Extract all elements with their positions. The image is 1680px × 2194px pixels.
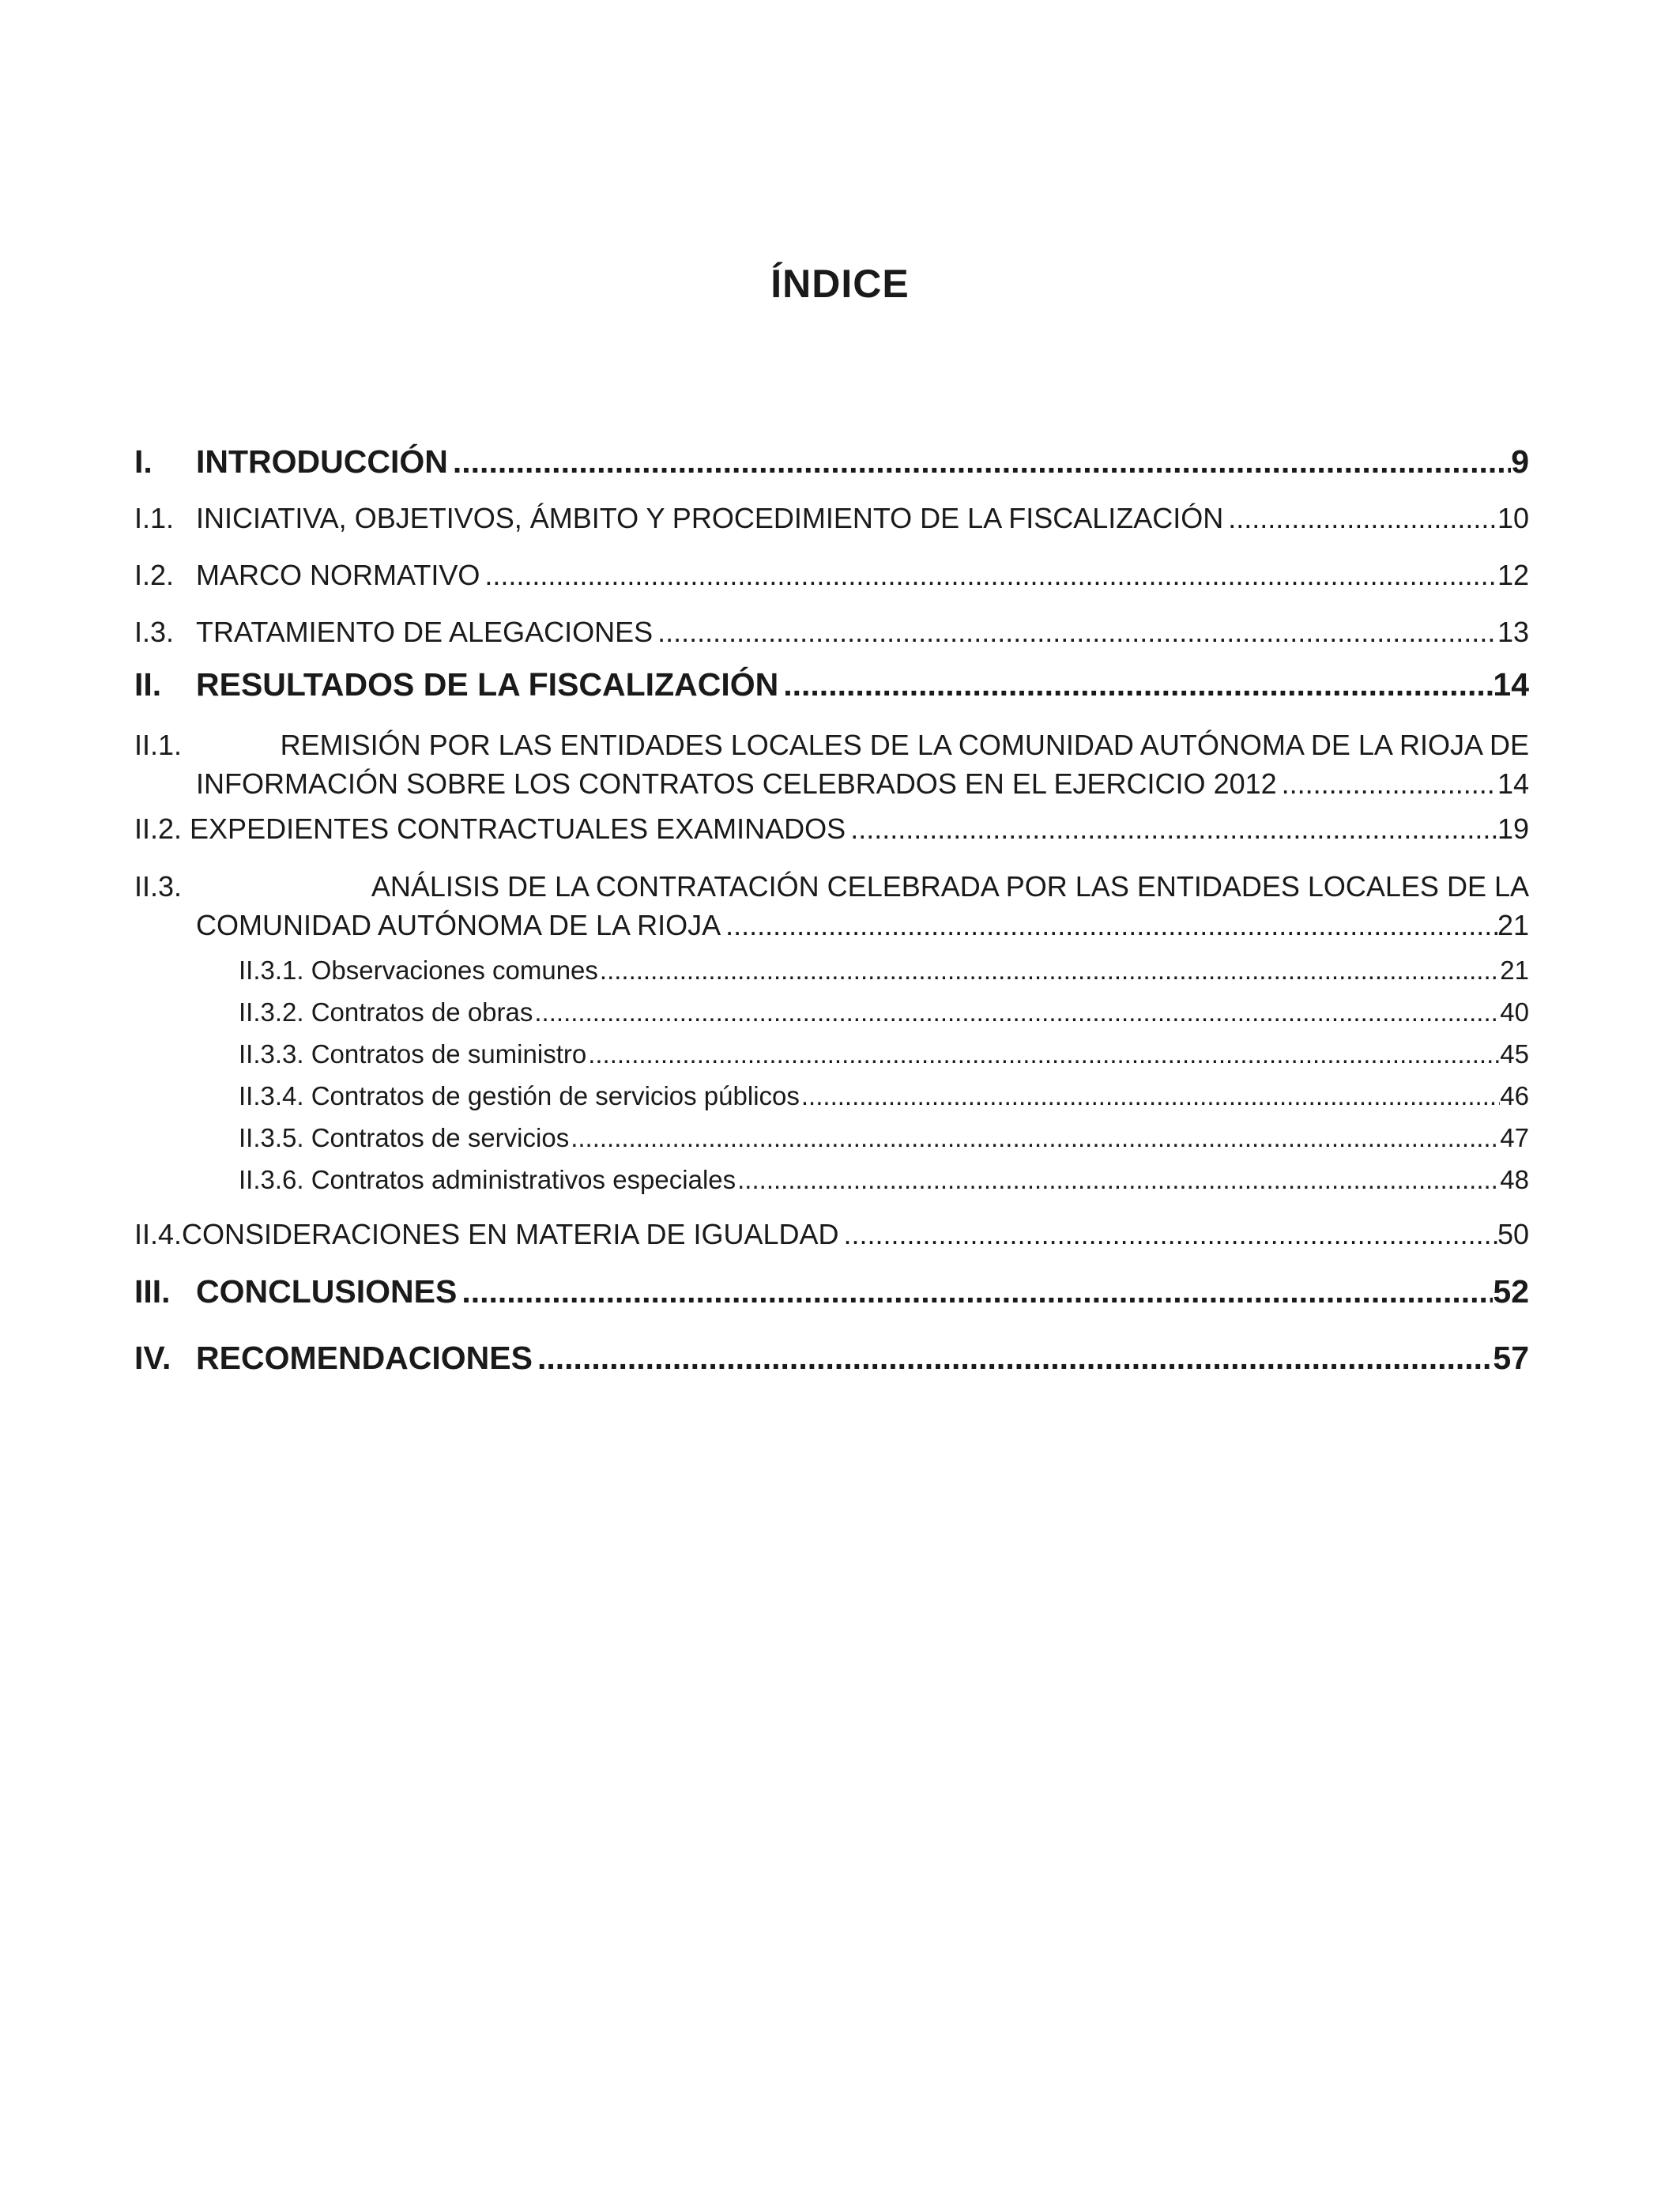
toc-entry-conclusiones[interactable]	[134, 1272, 1529, 1339]
toc-entry-igualdad[interactable]	[134, 1217, 1529, 1260]
toc-title: TRATAMIENTO DE ALEGACIONES	[196, 616, 654, 648]
dot-leader	[721, 908, 1497, 942]
toc-entry-suministro[interactable]	[134, 1039, 1529, 1080]
toc-page-number: 47	[1500, 1123, 1529, 1153]
toc-page-number: 19	[1497, 812, 1529, 846]
dot-leader	[448, 443, 1511, 481]
toc-number: I.3.	[134, 616, 175, 648]
dot-leader	[653, 615, 1497, 649]
dot-leader	[586, 1039, 1500, 1070]
toc-title: ANÁLISIS DE LA CONTRATACIÓN CELEBRADA POR LAS ENTIDADES LOCALES DE LA	[371, 870, 1529, 903]
toc-title: COMUNIDAD AUTÓNOMA DE LA RIOJA	[196, 909, 721, 942]
dot-leader	[778, 665, 1493, 704]
toc-title: INTRODUCCIÓN	[196, 443, 448, 480]
toc-entry-expedientes[interactable]	[134, 812, 1529, 854]
toc-title: REMISIÓN POR LAS ENTIDADES LOCALES DE LA COMUNIDAD AUTÓNOMA DE LA RIOJA DE	[280, 729, 1529, 761]
dot-leader	[457, 1272, 1493, 1311]
toc-number: II.2.	[134, 812, 183, 846]
toc-page-number: 13	[1497, 616, 1529, 648]
toc-title: II.3.4. Contratos de gestión de servicios públicos	[239, 1081, 800, 1111]
toc-number: III.	[134, 1273, 171, 1310]
toc-page-number: 12	[1497, 559, 1529, 591]
toc-entry-administrativos[interactable]	[134, 1164, 1529, 1206]
toc-entry-introduccion[interactable]	[134, 443, 1529, 490]
toc-number: I.	[134, 443, 153, 480]
toc-page-number: 9	[1511, 443, 1529, 480]
toc-entry-observaciones[interactable]	[134, 955, 1529, 997]
dot-leader	[800, 1080, 1500, 1112]
toc-number: IV.	[134, 1340, 171, 1377]
toc-entry-analisis[interactable]	[134, 865, 1529, 942]
toc-entry-recomendaciones[interactable]	[134, 1339, 1529, 1386]
toc-number: I.1.	[134, 502, 175, 534]
dot-leader	[480, 558, 1497, 592]
dot-leader	[846, 812, 1497, 846]
dot-leader	[1277, 767, 1497, 801]
toc-page-number: 14	[1497, 767, 1529, 800]
dot-leader	[839, 1217, 1497, 1251]
toc-title-line-2	[134, 767, 1529, 801]
toc-page-number: 46	[1500, 1081, 1529, 1111]
toc-title: II.3.1. Observaciones comunes	[239, 956, 598, 986]
toc-page-number: 50	[1497, 1218, 1529, 1251]
toc-entry-resultados[interactable]	[134, 665, 1529, 713]
toc-title: II.3.6. Contratos administrativos especiales	[239, 1165, 736, 1195]
toc-page-number: 21	[1500, 956, 1529, 986]
toc-page-number: 21	[1497, 909, 1529, 942]
toc-title: II.3.2. Contratos de obras	[239, 997, 533, 1027]
toc-page-number: 45	[1500, 1039, 1529, 1069]
dot-leader	[1223, 501, 1497, 535]
toc-subsection-list	[134, 955, 1529, 1206]
toc-title: INICIATIVA, OBJETIVOS, ÁMBITO Y PROCEDIMIENTO DE LA FISCALIZACIÓN	[196, 502, 1224, 534]
toc-entry-marco-normativo[interactable]	[134, 558, 1529, 601]
toc-title: II.3.5. Contratos de servicios	[239, 1123, 570, 1153]
toc-entry-iniciativa[interactable]	[134, 501, 1529, 544]
toc-title-line-1	[134, 724, 1529, 767]
toc-title: II.4.CONSIDERACIONES EN MATERIA DE IGUALDAD	[134, 1218, 839, 1251]
toc-entry-obras[interactable]	[134, 997, 1529, 1039]
toc-entry-servicios[interactable]	[134, 1122, 1529, 1164]
toc-title: INFORMACIÓN SOBRE LOS CONTRATOS CELEBRADOS EN EL EJERCICIO 2012	[196, 767, 1277, 800]
dot-leader	[736, 1164, 1500, 1196]
toc-number: II.1.	[134, 729, 183, 761]
toc-title: CONCLUSIONES	[196, 1273, 458, 1310]
toc-page-number: 48	[1500, 1165, 1529, 1195]
toc-title: MARCO NORMATIVO	[196, 559, 480, 591]
toc-title: EXPEDIENTES CONTRACTUALES EXAMINADOS	[190, 812, 846, 846]
toc-entry-gestion-servicios[interactable]	[134, 1080, 1529, 1122]
dot-leader	[533, 997, 1500, 1028]
dot-leader	[533, 1339, 1493, 1378]
dot-leader	[598, 955, 1500, 986]
toc-title: RECOMENDACIONES	[196, 1340, 533, 1377]
toc-number: II.3.	[134, 870, 183, 903]
toc-page-number: 14	[1493, 666, 1529, 703]
toc-page-number: 10	[1497, 502, 1529, 534]
dot-leader	[569, 1122, 1500, 1154]
toc-title: RESULTADOS DE LA FISCALIZACIÓN	[196, 666, 779, 703]
toc-entry-alegaciones[interactable]	[134, 615, 1529, 658]
toc-number: II.	[134, 666, 162, 703]
toc-page-number: 57	[1493, 1340, 1529, 1377]
toc-title-line-2	[134, 908, 1529, 942]
toc-entry-remision[interactable]	[134, 724, 1529, 801]
page-title: ÍNDICE	[770, 262, 910, 306]
toc-title-line-1	[134, 865, 1529, 908]
toc-page-number: 40	[1500, 997, 1529, 1027]
toc-title: II.3.3. Contratos de suministro	[239, 1039, 587, 1069]
toc-number: I.2.	[134, 559, 175, 591]
table-of-contents	[134, 443, 1529, 1386]
toc-page-number: 52	[1493, 1273, 1529, 1310]
